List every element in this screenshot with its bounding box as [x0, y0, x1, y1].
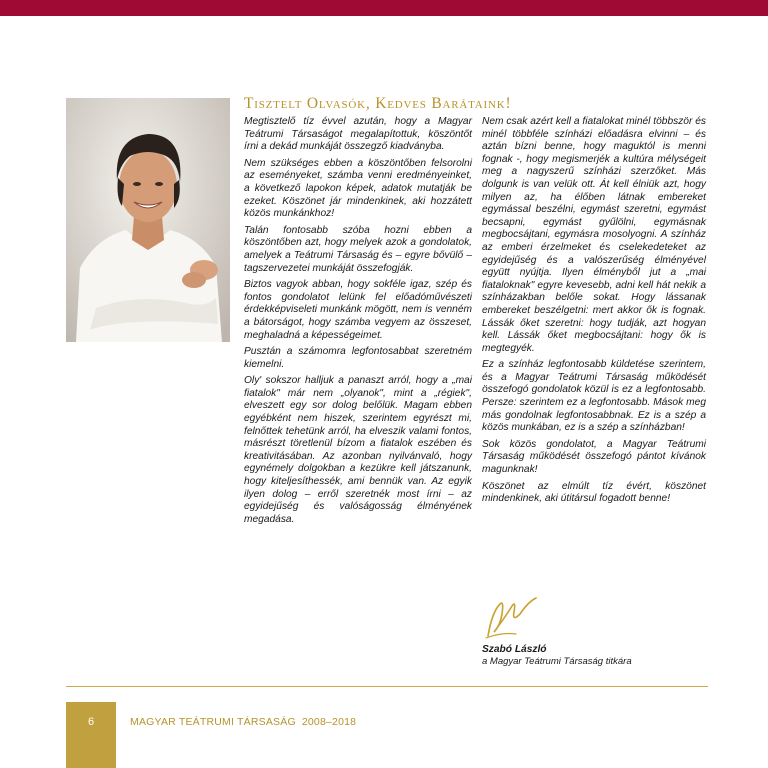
paragraph: Talán fontosabb szóba hozni ebben a köszöntőben azt, hogy melyek azok a gondolatok, amelyek a Teátrumi Társaság és – egyre bővülő – tagszervezetei munkáját összefogják. [244, 224, 472, 274]
handwritten-signature [482, 592, 542, 642]
letter-heading: Tisztelt Olvasók, Kedves Barátaink! [244, 95, 512, 112]
signatory-name: Szabó László [482, 644, 547, 655]
letter-right-column [482, 116, 706, 510]
page-number-box [66, 702, 116, 768]
paragraph: Sok közös gondolatot, a Magyar Teátrumi Társaság működését összefogó pántot kívánok magunknak! [482, 438, 706, 476]
footer-publication-title [130, 716, 356, 728]
footer-years: 2008–2018 [301, 716, 357, 728]
paragraph: Nem csak azért kell a fiatalokat minél többször és minél többféle színházi előadásra elvinni – és aztán bízni benne, hogy maguktól is menni fognak -, hogy megismerjék a kultúra mélységeit meg a nagyszerű színházi szerzőket. Más dolgunk is van velük ott. Át kell élniük azt, hogy milyen az, ha élőben látnak embereket egymással beszélni, egymást szeretni, egymást becsapni, egymást gyűlölni, egymásnak megbocsájtani, egymásra mosolyogni. A színház az emberi érzelmeket és cselekedeteket az egyidejűség és a valószerűség élményével együtt nyújtja. Ilyen élményből jut a „mai fiataloknak" egyre kevesebb, adni kell hát nekik a színházakban belőle sokat. Hogy lássanak embereket beszélgetni: mert akkor ők is fognak. Lássák őket szeretni: hogy tudják, azt hogyan kell. Lássák őket megbocsájtani: hogy ők is megtegyék. [482, 116, 706, 354]
page-number: 6 [87, 716, 95, 728]
paragraph: Nem szükséges ebben a köszöntőben felsorolni az eseményeket, számba venni eredményeinket, a következő lapokon képek, adatok mutatják be ezeket. Köszönet jár mindenkinek, aki hozzátett közös munkánkhoz! [244, 157, 472, 220]
paragraph: Ez a színház legfontosabb küldetése szerintem, és a Magyar Teátrumi Társaság működését összefogó gondolatok közül is ez a legfontosabb. Persze: szerintem ez a legfontosabb. Mások meg más gondolnak legfontosabbnak. Ez is a szép a közös munkában, ez is a szép a színházban! [482, 359, 706, 434]
paragraph: Oly' sokszor halljuk a panaszt arról, hogy a „mai fiatalok" már nem „olyanok", mint a „régiek", elveszett egy sor dolog belőlük. Magam ebben egyébként nem hiszek, szerintem egyrészt mi, felnőttek tehetünk arról, ha elveszik valami fontos, másrészt töretlenül bízom a fiatalok eszében és kreativitásában. Az azonban nyilvánvaló, hogy egynémely dolgokban a kezükre kell játszanunk, hogy kiteljesíthessék, ami bennük van. Az egyik ilyen dolog – erről szeretnék most írni – az egyidejűség és valóságosság élményének megadása. [244, 375, 472, 525]
author-portrait-photo [66, 98, 230, 342]
paragraph: Biztos vagyok abban, hogy sokféle igaz, szép és fontos gondolatot lelünk fel előadóművészeti érdekképviseleti munkánk mögött, nem is venném a bátorságot, hogy számba vegyem az összeset, meghaladná a képességeimet. [244, 279, 472, 341]
signatory-title: a Magyar Teátrumi Társaság titkára [482, 656, 632, 667]
footer-org-name: MAGYAR TEÁTRUMI TÁRSASÁG [130, 716, 296, 728]
footer-divider [66, 686, 708, 687]
paragraph: Köszönet az elmúlt tíz évért, köszönet mindenkinek, aki útitársul fogadott benne! [482, 480, 706, 505]
letter-left-column [244, 116, 472, 530]
paragraph: Pusztán a számomra legfontosabbat szeretném kiemelni. [244, 346, 472, 370]
top-color-bar [0, 0, 768, 16]
paragraph: Megtisztelő tíz évvel azután, hogy a Magyar Teátrumi Társaságot megalapítottuk, köszöntőt írni a dekád munkáját összegző kiadványba. [244, 116, 472, 153]
